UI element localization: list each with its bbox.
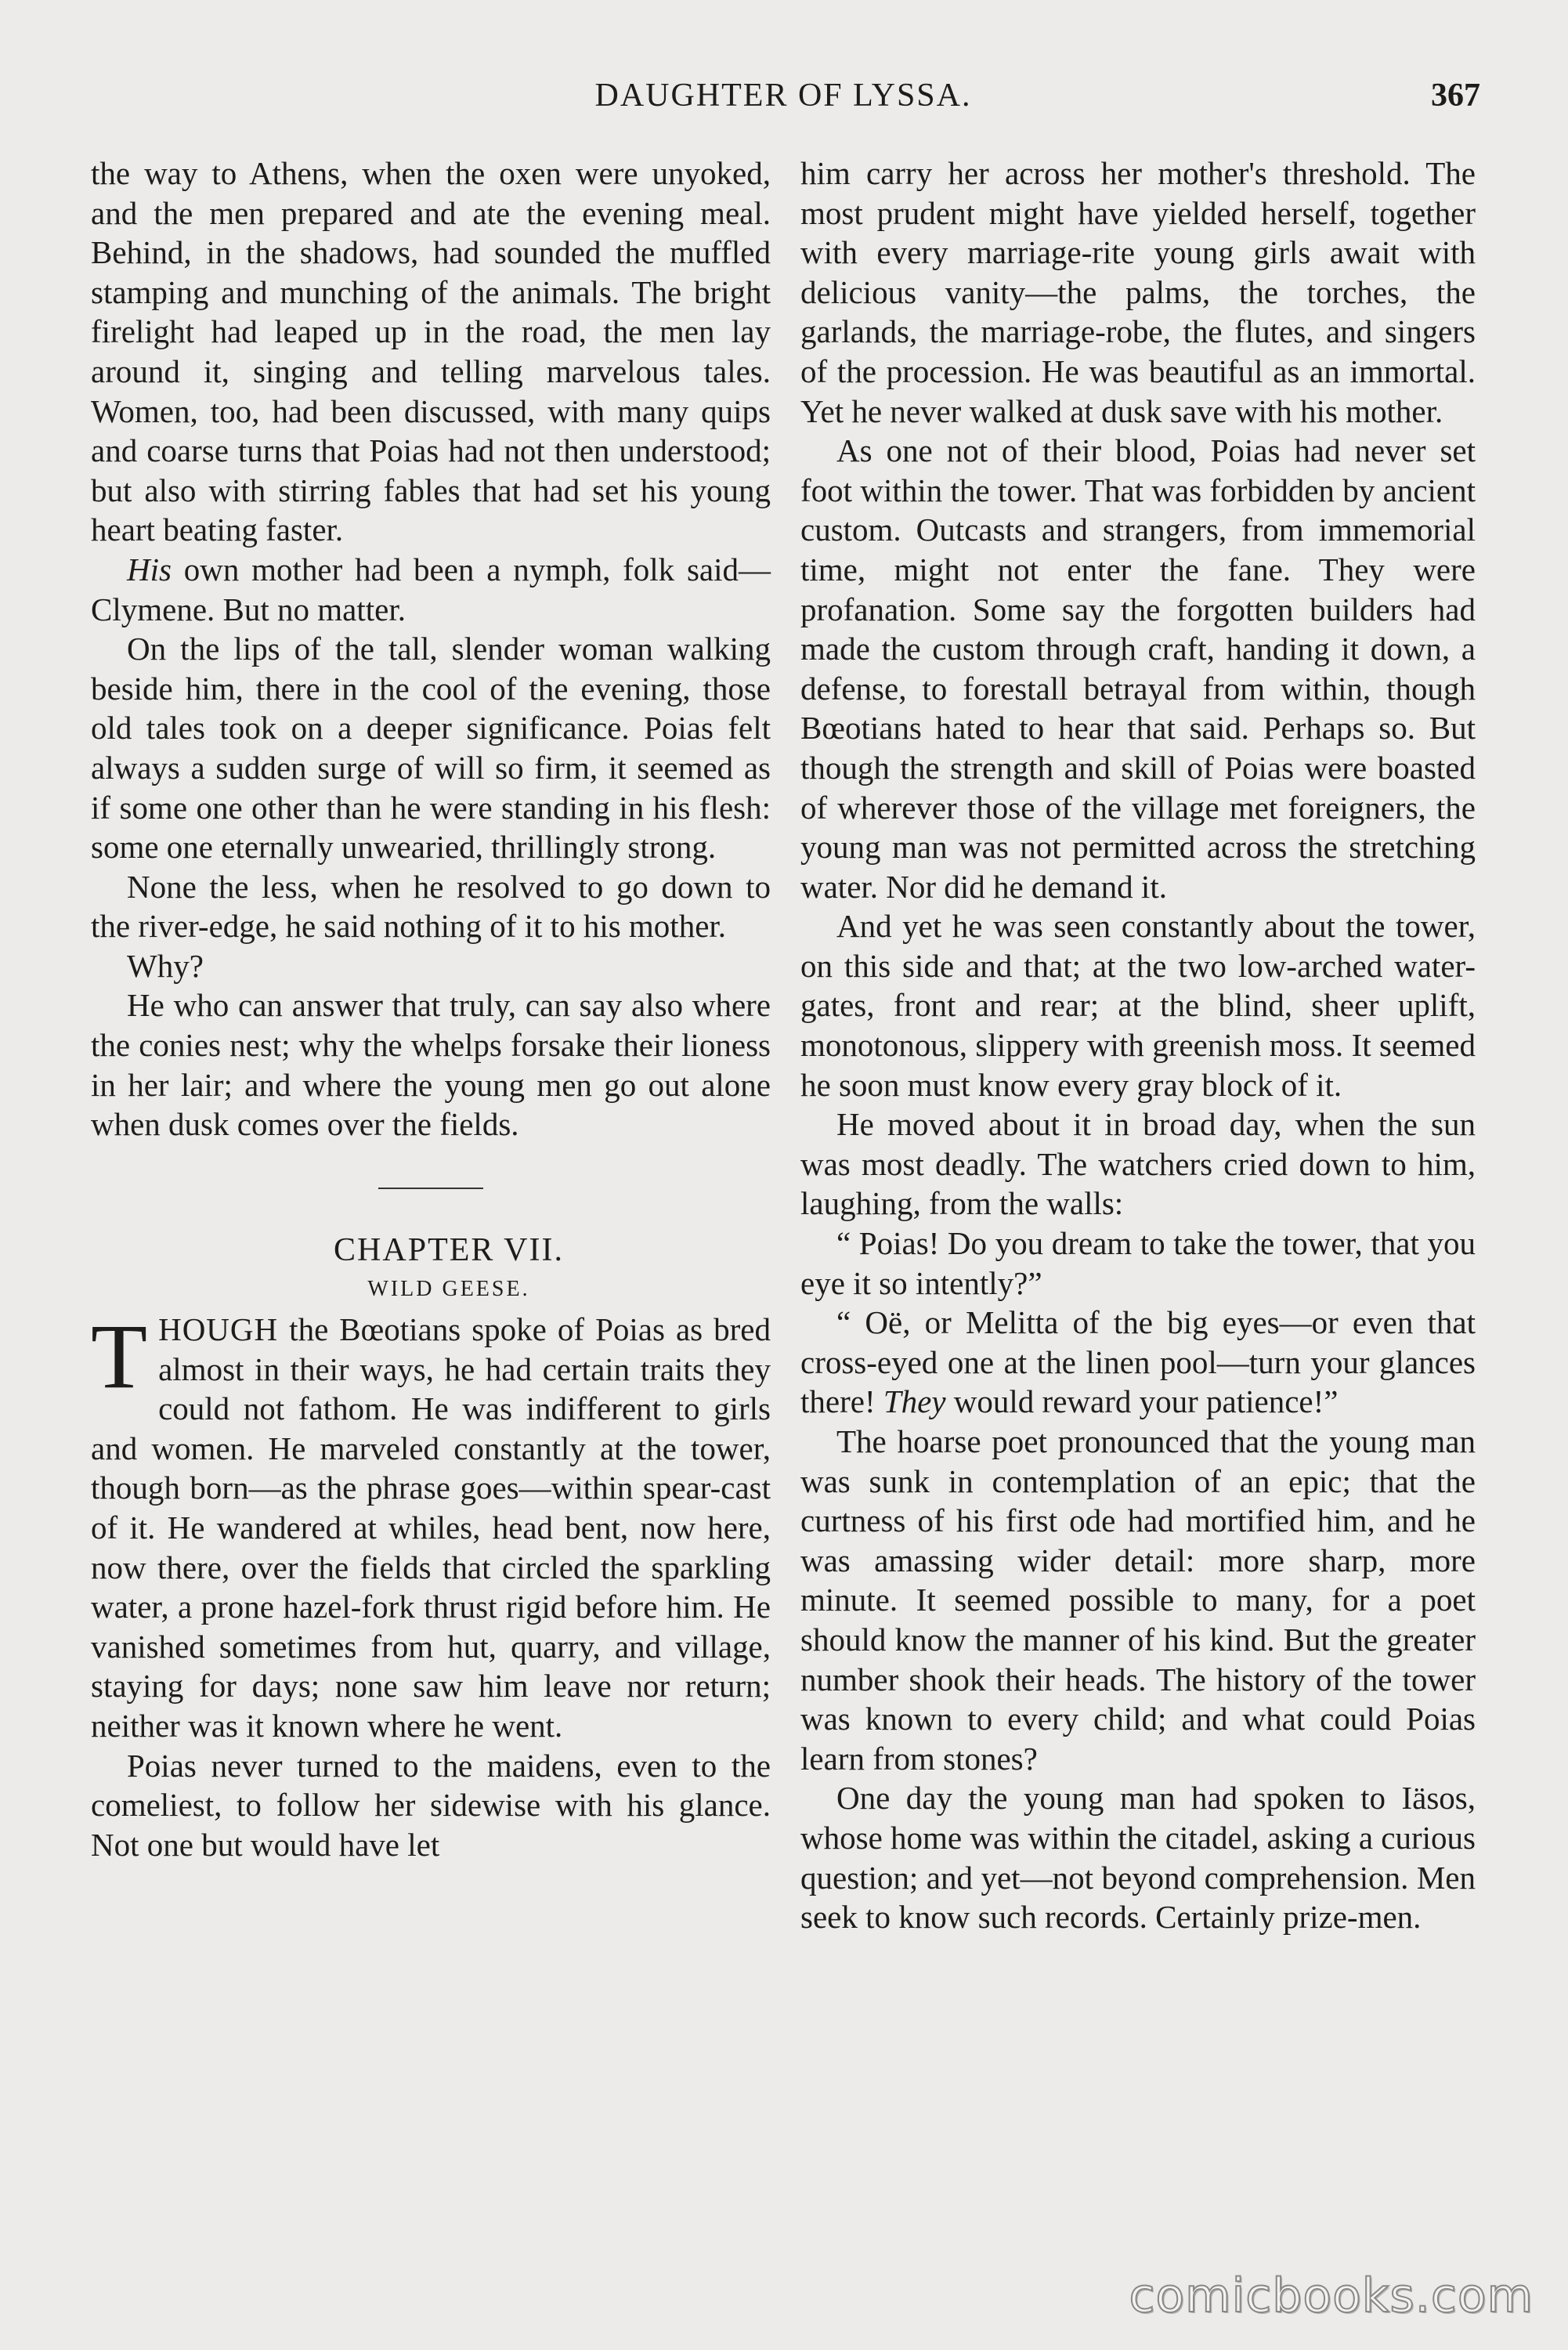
section-divider [378,1188,483,1189]
paragraph-text: own mother had been a nymph, folk said—Clymene. But no matter. [91,551,771,627]
paragraph [800,1303,1476,1422]
paragraph: None the less, when he resolved to go down to the river-edge, he said nothing of it to his mother. [91,868,771,945]
small-caps-opening: HOUGH [158,1311,279,1348]
paragraph: “ Poias! Do you dream to take the tower, that you eye it so intently?” [800,1225,1476,1301]
paragraph [91,550,771,629]
paragraph-text: the Bœotians spoke of Poias as bred almost in their ways, he had certain traits they could not fathom. He was indifferent to girls and women. He marveled constantly at the tower, though born—as the phrase goes—within spear-cast of it. He wandered at whiles, head bent, now here, now there, over the fields that circled the sparkling water, a prone hazel-fork thrust rigid before him. He vanished sometimes from hut, quarry, and village, staying for days; none saw him leave nor return; neither was it known where he went. [91,1311,771,1744]
paragraph: And yet he was seen constantly about the tower, on this side and that; at the two low-arched water-gates, front and rear; at the blind, sheer uplift, monotonous, slippery with greenish moss. It seemed he soon must know every gray block of it. [800,908,1476,1103]
paragraph: Why? [127,947,204,984]
emphasis: His [127,551,172,588]
paragraph: Poias never turned to the maidens, even to the comeliest, to follow her sidewise with his glance. Not one but would have let [91,1747,771,1863]
paragraph: the way to Athens, when the oxen were unyoked, and the men prepared and ate the evening meal. Behind, in the shadows, had sounded the muffled stamping and munching of the animals. The bright firelight had leaped up in the road, the men lay around it, singing and telling marvelous tales. Women, too, had been discussed, with many quips and coarse turns that Poias had not then understood; but also with stirring fables that had set his young heart beating faster. [91,155,771,548]
right-column [800,154,1476,1937]
paragraph: He who can answer that truly, can say also where the conies nest; why the whelps forsake their lioness in her lair; and where the young men go out alone when dusk comes over the fields. [91,987,771,1143]
running-title: DAUGHTER OF LYSSA. [594,78,972,114]
paragraph: He moved about it in broad day, when the sun was most deadly. The watchers cried down to him, laughing, from the walls: [800,1106,1476,1222]
paragraph: As one not of their blood, Poias had never set foot within the tower. That was forbidden by ancient custom. Outcasts and strangers, from immemorial time, might not enter the fane. They were profanation. Some say the forgotten builders had made the custom through craft, handing it down, a defense, to forestall betrayal from within, though Bœotians hated to hear that said. Perhaps so. But though the strength and skill of Poias were boasted of wherever those of the village met foreigners, the young man was not permitted across the stretching water. Nor did he demand it. [800,432,1476,905]
page-header [86,77,1480,124]
chapter-title: CHAPTER VII. [334,1231,564,1268]
paragraph: him carry her across her mother's threshold. The most prudent might have yielded herself, together with every marriage-rite young girls await with delicious vanity—the palms, the torches, the garlands, the marriage-robe, the flutes, and singers of the procession. He was beautiful as an immortal. Yet he never walked at dusk save with his mother. [800,155,1476,429]
paragraph-text: would reward your patience!” [945,1383,1339,1420]
paragraph: On the lips of the tall, slender woman walking beside him, there in the cool of the evening, those old tales took on a deeper significance. Poias felt always a sudden surge of will so firm, it seemed as if some one other than he were standing in his flesh: some one eternally unwearied, thrillingly strong. [91,631,771,866]
paragraph-text: “ Oë, or Melitta of the big eyes—or even that cross-eyed one at the linen pool—turn your glances there! [800,1304,1476,1420]
left-column [91,154,771,1864]
drop-cap: T [91,1305,148,1408]
watermark: comicbooks.com [1129,2269,1534,2323]
chapter-subtitle: WILD GEESE. [367,1277,530,1302]
paragraph [91,1305,771,1746]
paragraph: One day the young man had spoken to Iäsos, whose home was within the citadel, asking a curious question; and yet—not beyond comprehension. Men seek to know such records. Certainly prize-men. [800,1780,1476,1936]
page-number: 367 [1431,78,1480,114]
emphasis: They [883,1383,946,1420]
paragraph: The hoarse poet pronounced that the young man was sunk in contemplation of an epic; that the curtness of his first ode had mortified him, and he was amassing wider detail: more sharp, more minute. It seemed possible to many, for a poet should know the manner of his kind. But the greater number shook their heads. The history of the tower was known to every child; and what could Poias learn from stones? [800,1423,1476,1777]
